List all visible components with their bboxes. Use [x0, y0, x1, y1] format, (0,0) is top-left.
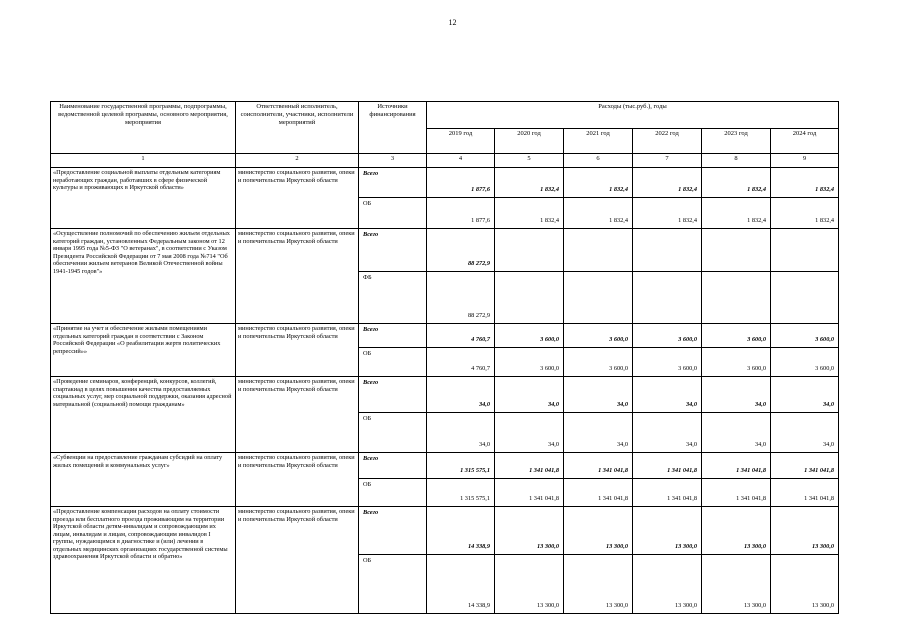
total-amount: 1 341 041,8: [598, 467, 628, 475]
amount-cell: [564, 479, 633, 507]
column-number: 8: [702, 154, 771, 168]
funding-source-label: ОБ: [363, 350, 372, 357]
amount-cell: [564, 413, 633, 453]
budget-amount: 1 832,4: [678, 217, 697, 225]
total-amount: 34,0: [547, 401, 559, 409]
measure-name: «Проведение семинаров, конференций, конкурсов, коллегий, спартакиад в целях повышения качества предоставляемых социальных услуг, мер социальной поддержки, оказания адресной материальной (социальной) помощи гражданам»: [51, 377, 236, 453]
budget-amount: 1 341 041,8: [598, 495, 628, 503]
funding-source-cell: [359, 198, 427, 229]
budget-amount: 1 877,6: [471, 217, 490, 225]
total-amount: 1 832,4: [747, 186, 766, 194]
header-year: 2019 год: [427, 129, 495, 154]
amount-cell: [702, 453, 771, 479]
budget-amount: 88 272,9: [467, 312, 490, 320]
amount-cell: [495, 479, 564, 507]
amount-cell: [771, 324, 839, 348]
amount-cell: [427, 348, 495, 377]
amount-cell: [495, 413, 564, 453]
amount-cell: [427, 413, 495, 453]
funding-source-cell: [359, 168, 427, 198]
funding-source-label: ОБ: [363, 200, 372, 207]
budget-amount: 3 600,0: [540, 365, 559, 373]
header-year: 2023 год: [702, 129, 771, 154]
total-amount: 13 300,0: [536, 543, 559, 551]
amount-cell: [702, 229, 771, 272]
budget-amount: 34,0: [754, 441, 766, 449]
budget-amount: 13 300,0: [743, 602, 766, 610]
funding-source-cell: [359, 377, 427, 413]
amount-cell: [702, 377, 771, 413]
amount-cell: [564, 168, 633, 198]
column-number: 9: [771, 154, 839, 168]
amount-cell: [633, 168, 702, 198]
budget-amount: 3 600,0: [678, 365, 697, 373]
amount-cell: [427, 168, 495, 198]
amount-cell: [633, 555, 702, 614]
amount-cell: [564, 198, 633, 229]
amount-cell: [495, 555, 564, 614]
measure-name: «Принятие на учет и обеспечение жилыми помещениями отдельных категорий граждан в соответствии с Законом Российской Федерации «О реабилитации жертв политических репрессий»»: [51, 324, 236, 377]
responsible-executor: министерство социального развития, опеки и попечительства Иркутской области: [236, 229, 359, 324]
column-number: 4: [427, 154, 495, 168]
amount-cell: [495, 198, 564, 229]
amount-cell: [633, 413, 702, 453]
amount-cell: [633, 479, 702, 507]
budget-amount: 3 600,0: [747, 365, 766, 373]
budget-amount: 1 315 575,1: [460, 495, 490, 503]
responsible-executor: министерство социального развития, опеки и попечительства Иркутской области: [236, 377, 359, 453]
amount-cell: [633, 507, 702, 555]
funding-source-label: ОБ: [363, 481, 372, 488]
amount-cell: [702, 168, 771, 198]
measure-name: «Предоставление компенсации расходов на оплату стоимости проезда или бесплатного проезда проживающим на территории Иркутской области детям-инвалидам и сопровождающим их лицам, инвалидам и лицам, сопровождающим инвалидов I группы, нуждающимся в диагностике и (или) лечении в отдельных медицинских организациях государственной системы здравоохранения Иркутской области и обратно»: [51, 507, 236, 614]
budget-amount: 34,0: [547, 441, 559, 449]
budget-amount: 13 300,0: [536, 602, 559, 610]
budget-amount: 34,0: [823, 441, 835, 449]
funding-source-cell: [359, 479, 427, 507]
header-responsible: Ответственный исполнитель, соисполнители, участники, исполнители мероприятий: [236, 102, 359, 154]
responsible-executor: министерство социального развития, опеки и попечительства Иркутской области: [236, 324, 359, 377]
amount-cell: [771, 453, 839, 479]
amount-cell: [495, 272, 564, 324]
total-amount: 1 341 041,8: [736, 467, 766, 475]
total-amount: 13 300,0: [743, 543, 766, 551]
budget-amount: 1 832,4: [747, 217, 766, 225]
amount-cell: [633, 198, 702, 229]
column-number: 2: [236, 154, 359, 168]
amount-cell: [633, 324, 702, 348]
funding-source-label: ОБ: [363, 415, 372, 422]
amount-cell: [633, 272, 702, 324]
amount-cell: [427, 229, 495, 272]
total-amount: 1 832,4: [609, 186, 628, 194]
funding-source-label: Всего: [363, 231, 379, 238]
amount-cell: [702, 507, 771, 555]
column-number: 7: [633, 154, 702, 168]
budget-amount: 1 341 041,8: [736, 495, 766, 503]
amount-cell: [702, 272, 771, 324]
funding-source-label: Всего: [363, 379, 379, 386]
total-amount: 88 272,9: [467, 260, 490, 268]
funding-source-label: Всего: [363, 170, 379, 177]
header-sources: Источники финансирования: [359, 102, 427, 154]
amount-cell: [771, 168, 839, 198]
responsible-executor: министерство социального развития, опеки и попечительства Иркутской области: [236, 453, 359, 507]
amount-cell: [495, 377, 564, 413]
total-amount: 1 832,4: [540, 186, 559, 194]
total-amount: 4 760,7: [471, 336, 490, 344]
funding-source-label: Всего: [363, 455, 379, 462]
total-amount: 1 341 041,8: [804, 467, 835, 475]
budget-amount: 1 832,4: [815, 217, 835, 225]
amount-cell: [427, 377, 495, 413]
funding-source-cell: [359, 348, 427, 377]
amount-cell: [427, 453, 495, 479]
amount-cell: [771, 272, 839, 324]
amount-cell: [495, 168, 564, 198]
total-amount: 1 341 041,8: [529, 467, 559, 475]
budget-amount: 3 600,0: [815, 365, 835, 373]
column-number: 3: [359, 154, 427, 168]
budget-table: [50, 101, 839, 614]
budget-amount: 1 341 041,8: [529, 495, 559, 503]
header-year: 2020 год: [495, 129, 564, 154]
amount-cell: [633, 348, 702, 377]
amount-cell: [771, 348, 839, 377]
funding-source-label: ФБ: [363, 274, 372, 281]
amount-cell: [427, 555, 495, 614]
total-amount: 3 600,0: [747, 336, 766, 344]
budget-amount: 1 832,4: [609, 217, 628, 225]
budget-amount: 1 832,4: [540, 217, 559, 225]
amount-cell: [427, 507, 495, 555]
budget-amount: 13 300,0: [674, 602, 697, 610]
funding-source-cell: [359, 324, 427, 348]
total-amount: 1 832,4: [815, 186, 835, 194]
total-amount: 34,0: [823, 401, 835, 409]
total-amount: 1 315 575,1: [460, 467, 490, 475]
budget-amount: 34,0: [616, 441, 628, 449]
funding-source-label: Всего: [363, 509, 379, 516]
total-amount: 14 338,9: [467, 543, 490, 551]
amount-cell: [771, 198, 839, 229]
amount-cell: [702, 555, 771, 614]
column-number: 5: [495, 154, 564, 168]
total-amount: 1 832,4: [678, 186, 697, 194]
amount-cell: [495, 507, 564, 555]
amount-cell: [564, 272, 633, 324]
budget-amount: 14 338,9: [467, 602, 490, 610]
amount-cell: [564, 348, 633, 377]
header-expenses: Расходы (тыс.руб.), годы: [427, 102, 839, 129]
budget-amount: 4 760,7: [471, 365, 490, 373]
amount-cell: [702, 198, 771, 229]
header-year: 2024 год: [771, 129, 839, 154]
measure-name: «Предоставление социальной выплаты отдельным категориям неработающих граждан, работавших в сфере физической культуры и проживающих в Иркутской области»: [51, 168, 236, 229]
total-amount: 1 341 041,8: [667, 467, 697, 475]
budget-amount: 1 341 041,8: [667, 495, 697, 503]
header-year: 2021 год: [564, 129, 633, 154]
header-year: 2022 год: [633, 129, 702, 154]
budget-amount: 1 341 041,8: [804, 495, 835, 503]
amount-cell: [427, 272, 495, 324]
total-amount: 34,0: [685, 401, 697, 409]
column-number: 1: [51, 154, 236, 168]
amount-cell: [702, 479, 771, 507]
measure-name: «Осуществление полномочий по обеспечению жильем отдельных категорий граждан, установленных Федеральным законом от 12 января 1995 года №5-ФЗ "О ветеранах", в соответствии с Указом Президента Российской Федерации от 7 мая 2008 года №714 "Об обеспечении жильем ветеранов Великой Отечественной войны 1941-1945 годов"»: [51, 229, 236, 324]
amount-cell: [633, 229, 702, 272]
amount-cell: [564, 377, 633, 413]
total-amount: 34,0: [478, 401, 490, 409]
total-amount: 13 300,0: [605, 543, 628, 551]
total-amount: 13 300,0: [812, 543, 835, 551]
amount-cell: [495, 324, 564, 348]
amount-cell: [564, 507, 633, 555]
budget-amount: 13 300,0: [605, 602, 628, 610]
amount-cell: [771, 555, 839, 614]
amount-cell: [564, 555, 633, 614]
funding-source-cell: [359, 453, 427, 479]
funding-source-cell: [359, 507, 427, 555]
amount-cell: [427, 198, 495, 229]
amount-cell: [495, 348, 564, 377]
page-number: 12: [448, 18, 457, 27]
amount-cell: [564, 229, 633, 272]
amount-cell: [633, 453, 702, 479]
amount-cell: [495, 453, 564, 479]
total-amount: 34,0: [616, 401, 628, 409]
budget-amount: 34,0: [478, 441, 490, 449]
amount-cell: [427, 479, 495, 507]
total-amount: 3 600,0: [609, 336, 628, 344]
budget-amount: 13 300,0: [812, 602, 835, 610]
amount-cell: [495, 229, 564, 272]
budget-amount: 3 600,0: [609, 365, 628, 373]
amount-cell: [771, 413, 839, 453]
total-amount: 34,0: [754, 401, 766, 409]
amount-cell: [702, 324, 771, 348]
funding-source-label: Всего: [363, 326, 379, 333]
responsible-executor: министерство социального развития, опеки и попечительства Иркутской области: [236, 168, 359, 229]
amount-cell: [633, 377, 702, 413]
funding-source-cell: [359, 413, 427, 453]
funding-source-cell: [359, 555, 427, 614]
total-amount: 3 600,0: [815, 336, 835, 344]
funding-source-label: ОБ: [363, 557, 372, 564]
header-name: Наименование государственной программы, подпрограммы, ведомственной целевой программы, основного мероприятия, мероприятия: [51, 102, 236, 154]
funding-source-cell: [359, 272, 427, 324]
budget-amount: 34,0: [685, 441, 697, 449]
amount-cell: [771, 507, 839, 555]
amount-cell: [564, 453, 633, 479]
total-amount: 3 600,0: [540, 336, 559, 344]
amount-cell: [564, 324, 633, 348]
amount-cell: [702, 348, 771, 377]
amount-cell: [771, 479, 839, 507]
total-amount: 3 600,0: [678, 336, 697, 344]
total-amount: 13 300,0: [674, 543, 697, 551]
amount-cell: [427, 324, 495, 348]
funding-source-cell: [359, 229, 427, 272]
measure-name: «Субвенции на предоставление гражданам субсидий на оплату жилых помещений и коммунальных услуг»: [51, 453, 236, 507]
amount-cell: [771, 377, 839, 413]
responsible-executor: министерство социального развития, опеки и попечительства Иркутской области: [236, 507, 359, 614]
column-number: 6: [564, 154, 633, 168]
total-amount: 1 877,6: [471, 186, 490, 194]
amount-cell: [702, 413, 771, 453]
amount-cell: [771, 229, 839, 272]
